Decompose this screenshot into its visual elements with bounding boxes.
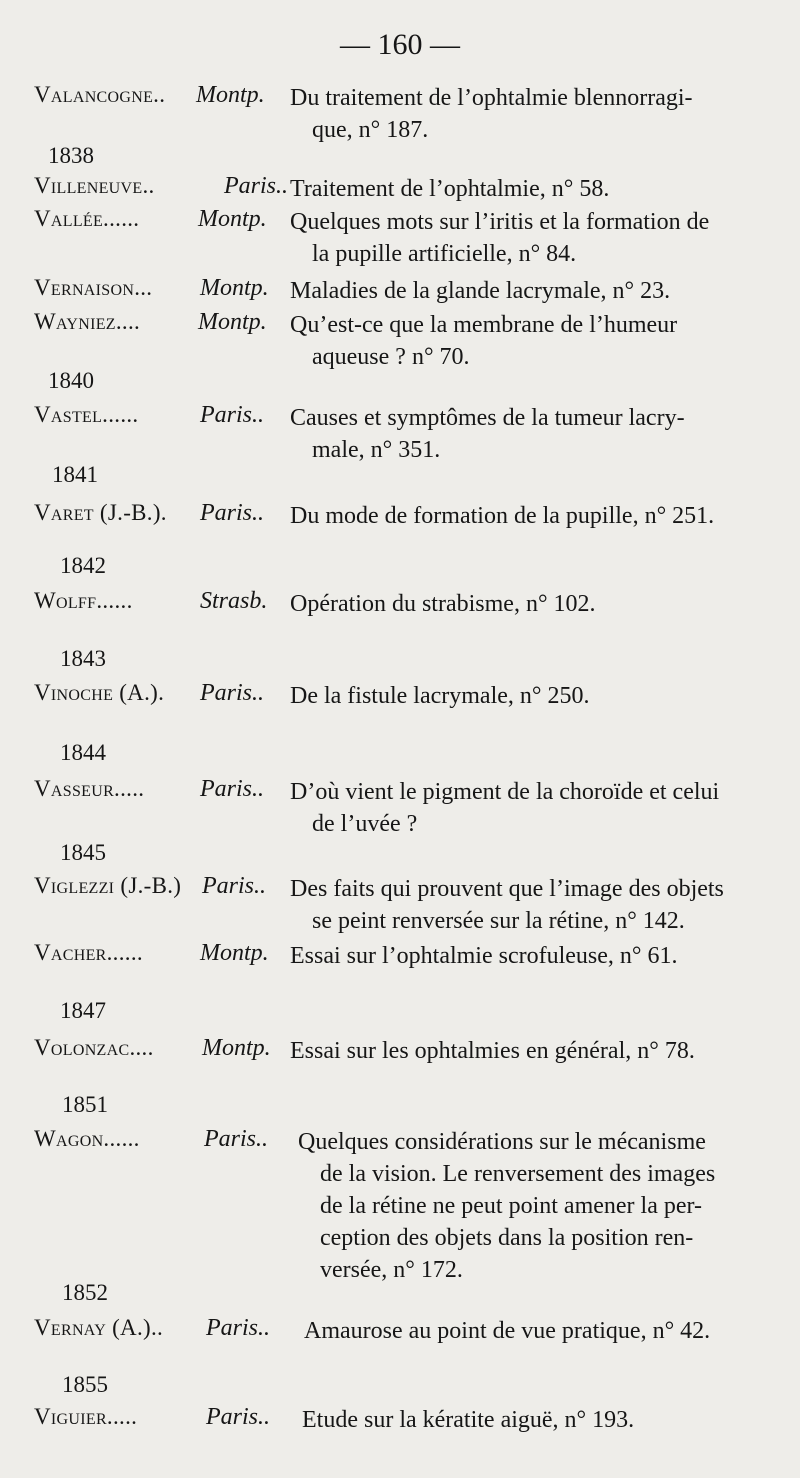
entry-title-line: D’où vient le pigment de la choroïde et celui <box>290 779 720 805</box>
entry-title <box>302 1404 772 1436</box>
entry-title-line: aqueuse ? n° 70. <box>312 344 470 370</box>
entry-city: Montp. <box>198 206 267 232</box>
year-heading: 1844 <box>60 740 106 765</box>
year-heading: 1845 <box>60 840 106 865</box>
entry-title-line: de la vision. Le renversement des images <box>320 1161 716 1187</box>
entry-title <box>290 402 760 466</box>
entry-title-line: Amaurose au point de vue pratique, n° 42. <box>304 1318 711 1344</box>
entry-author: Villeneuve.. <box>34 173 155 198</box>
entry-title <box>304 1315 774 1347</box>
entry-title <box>298 1126 768 1286</box>
entry-title-line: ception des objets dans la position ren- <box>320 1225 694 1251</box>
entry-title-line: De la fistule lacrymale, n° 250. <box>290 683 590 709</box>
entry-title <box>290 173 760 205</box>
year-heading: 1840 <box>48 368 94 393</box>
entry-city: Strasb. <box>200 588 268 614</box>
entry-title-line: Maladies de la glande lacrymale, n° 23. <box>290 278 671 304</box>
entry-city: Paris.. <box>206 1315 271 1341</box>
entry-city: Paris.. <box>204 1126 269 1152</box>
year-heading: 1843 <box>60 646 106 671</box>
year-heading: 1842 <box>60 553 106 578</box>
entry-author: Vallée...... <box>34 206 140 231</box>
entry-author: Wagon...... <box>34 1126 140 1151</box>
bibliography-entry <box>0 1315 800 1351</box>
entry-title <box>290 873 760 937</box>
entry-author: Wolff...... <box>34 588 133 613</box>
entry-title <box>290 309 760 373</box>
year-heading: 1852 <box>62 1280 108 1305</box>
bibliography-entry <box>0 588 800 624</box>
entry-author: Viglezzi (J.-B.) <box>34 873 182 898</box>
bibliography-entry <box>0 776 800 837</box>
entry-city: Paris.. <box>200 680 265 706</box>
entry-title-line: male, n° 351. <box>312 437 441 463</box>
bibliography-entry <box>0 1035 800 1071</box>
entry-author: Vernaison... <box>34 275 153 300</box>
entry-title-line: de la rétine ne peut point amener la per- <box>320 1193 703 1219</box>
entry-title-line: la pupille artificielle, n° 84. <box>312 241 577 267</box>
bibliography-entry <box>0 173 800 209</box>
entry-title-line: Etude sur la kératite aiguë, n° 193. <box>302 1407 635 1433</box>
entry-title-line: Opération du strabisme, n° 102. <box>290 591 596 617</box>
entry-title <box>290 500 760 532</box>
page-number: — 160 — <box>340 28 460 61</box>
entry-title <box>290 940 760 972</box>
bibliography-entry <box>0 309 800 370</box>
entry-title-line: se peint renversée sur la rétine, n° 142. <box>312 908 685 934</box>
entry-title-line: Du mode de formation de la pupille, n° 251. <box>290 503 715 529</box>
entry-city: Paris.. <box>206 1404 271 1430</box>
bibliography-entry <box>0 1404 800 1440</box>
entry-city: Montp. <box>202 1035 271 1061</box>
entry-title-line: que, n° 187. <box>312 117 429 143</box>
year-heading: 1847 <box>60 998 106 1023</box>
year-heading: 1855 <box>62 1372 108 1397</box>
entry-title <box>290 680 760 712</box>
bibliography-entry <box>0 940 800 976</box>
entry-title <box>290 776 760 840</box>
entry-title-line: versée, n° 172. <box>320 1257 463 1283</box>
entry-author: Vernay (A.).. <box>34 1315 164 1340</box>
entry-title <box>290 82 760 146</box>
bibliography-entry <box>0 873 800 934</box>
bibliography-entry <box>0 500 800 536</box>
entry-title <box>290 1035 760 1067</box>
entry-author: Vacher...... <box>34 940 143 965</box>
entry-title <box>290 275 760 307</box>
entry-author: Vastel...... <box>34 402 139 427</box>
entry-title-line: Traitement de l’ophtalmie, n° 58. <box>290 176 610 202</box>
entry-title-line: Quelques considérations sur le mécanisme <box>298 1129 706 1155</box>
entry-author: Vinoche (A.). <box>34 680 165 705</box>
entry-author: Viguier..... <box>34 1404 138 1429</box>
entry-city: Montp. <box>196 82 265 108</box>
bibliography-entry <box>0 402 800 463</box>
entry-title-line: Des faits qui prouvent que l’image des objets <box>290 876 724 902</box>
year-heading: 1841 <box>52 462 98 487</box>
entry-city: Paris.. <box>224 173 289 199</box>
bibliography-entry <box>0 206 800 267</box>
entry-city: Paris.. <box>200 402 265 428</box>
bibliography-entry <box>0 680 800 716</box>
entry-city: Paris.. <box>200 500 265 526</box>
entry-author: Vasseur..... <box>34 776 145 801</box>
year-heading: 1838 <box>48 143 94 168</box>
bibliography-entry <box>0 1126 800 1283</box>
entry-title-line: Quelques mots sur l’iritis et la formation de <box>290 209 710 235</box>
entry-title-line: Du traitement de l’ophtalmie blennorragi- <box>290 85 693 111</box>
entry-author: Wayniez.... <box>34 309 141 334</box>
entry-city: Paris.. <box>200 776 265 802</box>
entry-title <box>290 588 760 620</box>
bibliography-entry <box>0 82 800 143</box>
bibliography-entry <box>0 275 800 311</box>
entry-title-line: Causes et symptômes de la tumeur lacry- <box>290 405 685 431</box>
year-heading: 1851 <box>62 1092 108 1117</box>
entry-author: Valancogne.. <box>34 82 166 107</box>
entry-author: Varet (J.-B.). <box>34 500 167 525</box>
entry-city: Paris.. <box>202 873 267 899</box>
entry-title-line: Qu’est-ce que la membrane de l’humeur <box>290 312 678 338</box>
entry-title-line: Essai sur l’ophtalmie scrofuleuse, n° 61. <box>290 943 678 969</box>
entry-city: Montp. <box>200 275 269 301</box>
entry-author: Volonzac.... <box>34 1035 154 1060</box>
entry-title-line: Essai sur les ophtalmies en général, n° 78. <box>290 1038 695 1064</box>
entry-city: Montp. <box>200 940 269 966</box>
entry-title-line: de l’uvée ? <box>312 811 418 837</box>
entry-city: Montp. <box>198 309 267 335</box>
entry-title <box>290 206 760 270</box>
